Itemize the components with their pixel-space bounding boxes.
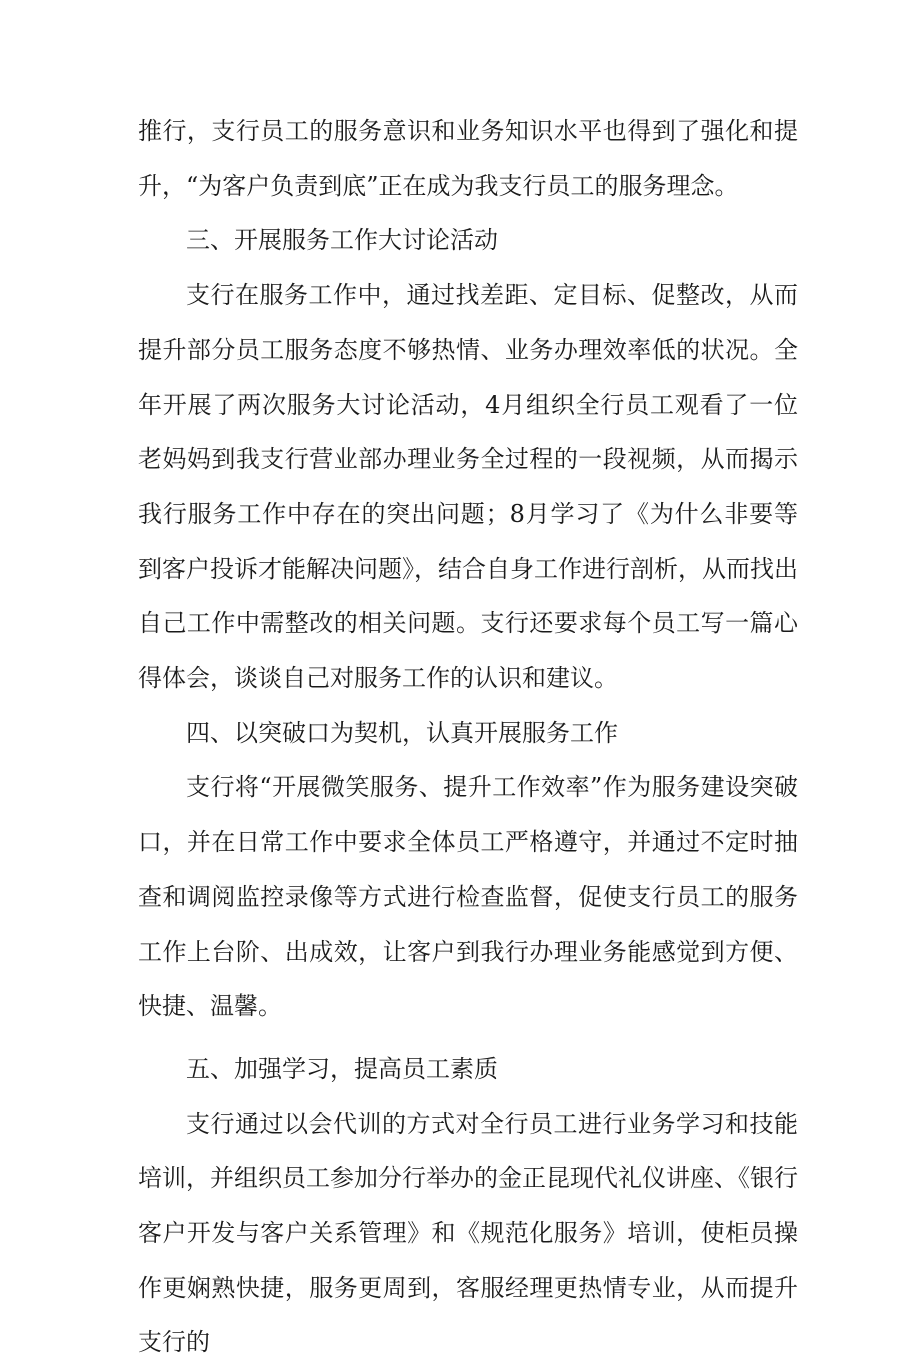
section-heading-4: 四、以突破口为契机，认真开展服务工作 — [186, 718, 618, 747]
paragraph-continued: 推行，支行员工的服务意识和业务知识水平也得到了强化和提升，“为客户负责到底”正在成为我支行员工的服务理念。 — [138, 117, 798, 200]
paragraph-section-5: 支行通过以会代训的方式对全行员工进行业务学习和技能培训，并组织员工参加分行举办的金正昆现代礼仪讲座、《银行客户开发与客户关系管理》和《规范化服务》培训，使柜员操作更娴熟快捷，服务更周到，客服经理更热情专业，从而提升支行的 — [138, 1109, 798, 1357]
section-heading-5: 五、加强学习，提高员工素质 — [186, 1054, 498, 1083]
paragraph-section-4: 支行将“开展微笑服务、提升工作效率”作为服务建设突破口，并在日常工作中要求全体员工严格遵守，并通过不定时抽查和调阅监控录像等方式进行检查监督，促使支行员工的服务工作上台阶、出成效，让客户到我行办理业务能感觉到方便、快捷、温馨。 — [138, 773, 798, 1021]
paragraph-section-3: 支行在服务工作中，通过找差距、定目标、促整改，从而提升部分员工服务态度不够热情、业务办理效率低的状况。全年开展了两次服务大讨论活动，4月组织全行员工观看了一位老妈妈到我支行营业部办理业务全过程的一段视频，从而揭示我行服务工作中存在的突出问题；8月学习了《为什么非要等到客户投诉才能解决问题》，结合自身工作进行剖析，从而找出自己工作中需整改的相关问题。支行还要求每个员工写一篇心得体会，谈谈自己对服务工作的认识和建议。 — [138, 281, 798, 693]
document-body — [138, 104, 798, 1370]
section-heading-3: 三、开展服务工作大讨论活动 — [186, 226, 498, 255]
